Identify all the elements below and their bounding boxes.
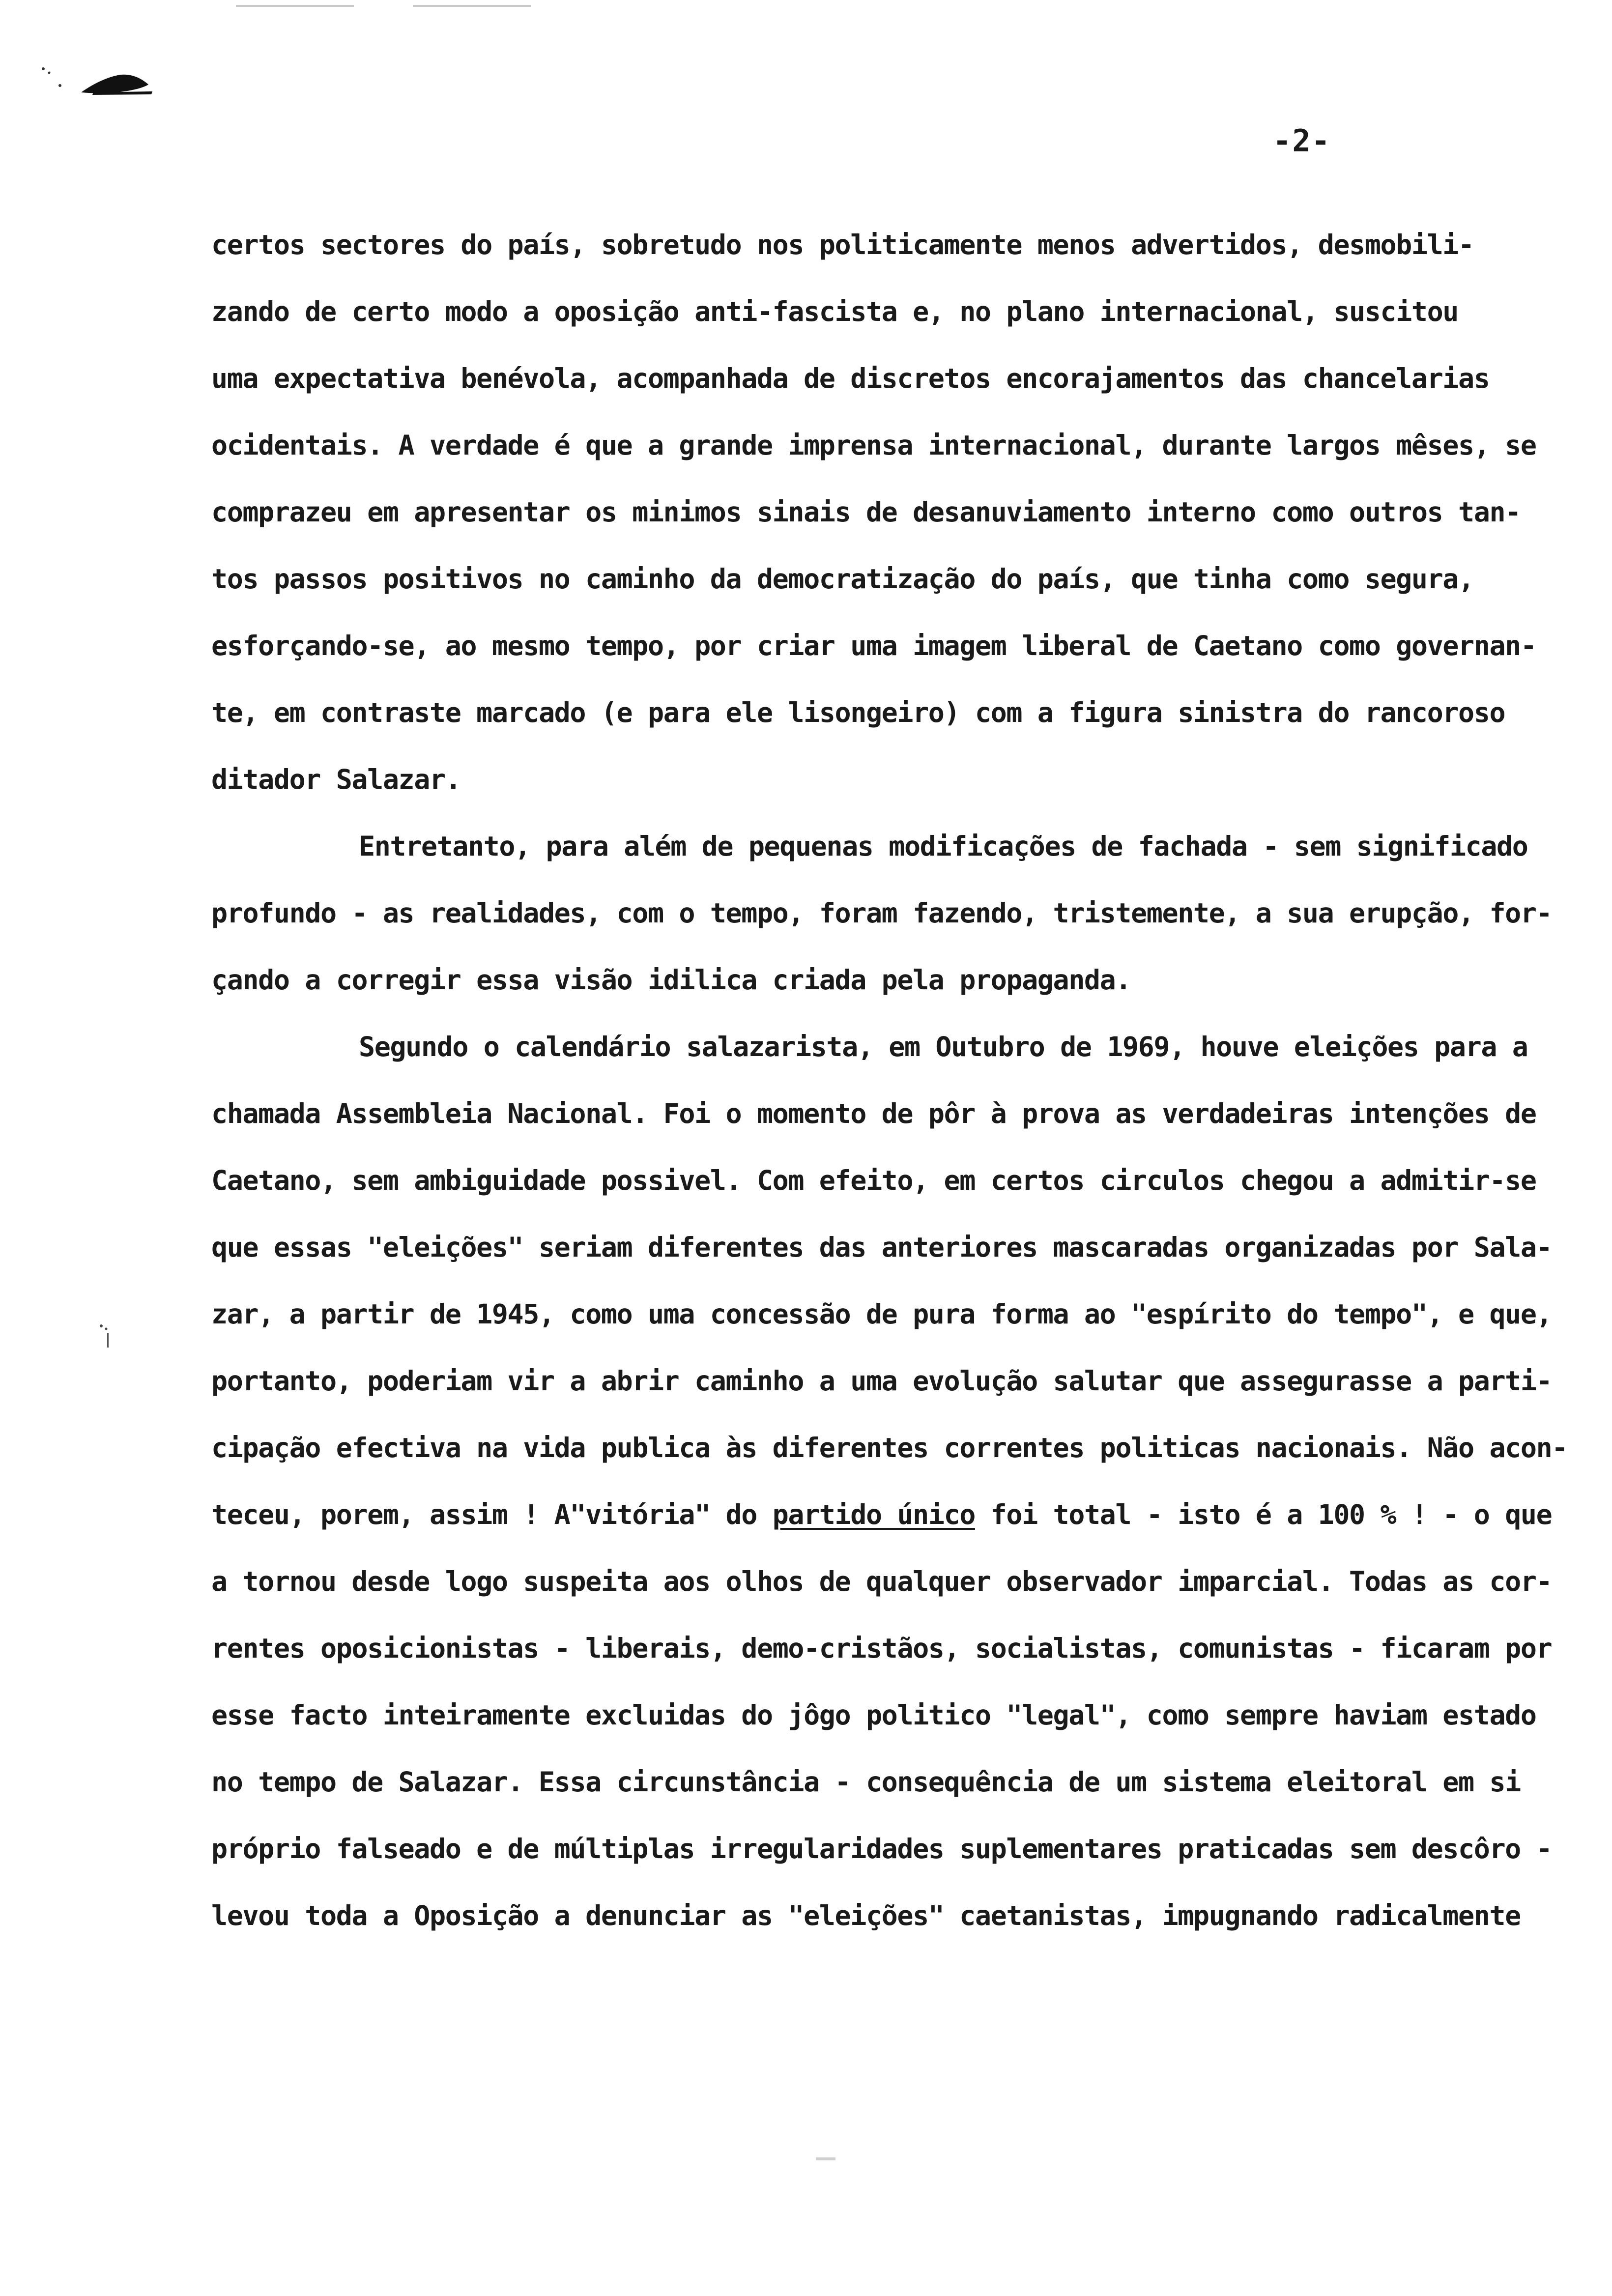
text-line: a tornou desde logo suspeita aos olhos de qualquer observador imparcial. Todas as cor- [211, 1566, 1552, 1597]
text-line: levou toda a Oposição a denunciar as "eleições" caetanistas, impugnando radicalmente [211, 1900, 1521, 1931]
margin-mark [98, 1322, 113, 1351]
text-line: comprazeu em apresentar os minimos sinais de desanuviamento interno como outros tan- [211, 496, 1521, 528]
text-line: zar, a partir de 1945, como uma concessão de pura forma ao "espírito do tempo", e que, [211, 1298, 1552, 1330]
text-line: zando de certo modo a oposição anti-fascista e, no plano internacional, suscitou [211, 296, 1459, 327]
text-line: cipação efectiva na vida publica às diferentes correntes politicas nacionais. Não acon- [211, 1432, 1568, 1464]
text-line: Entretanto, para além de pequenas modificações de fachada - sem significado [359, 831, 1528, 862]
paragraph-1 [211, 211, 1536, 813]
text-line: próprio falseado e de múltiplas irregularidades suplementares praticadas sem descôro - [211, 1833, 1552, 1865]
text-line: que essas "eleições" seriam diferentes das anteriores mascaradas organizadas por Sala- [211, 1232, 1552, 1263]
text-segment: teceu, porem, assim ! A"vitória" do [211, 1499, 773, 1530]
text-line: ditador Salazar. [211, 764, 461, 795]
text-line: certos sectores do país, sobretudo nos politicamente menos advertidos, desmobili- [211, 229, 1474, 260]
text-line: no tempo de Salazar. Essa circunstância - consequência de um sistema eleitoral em si [211, 1766, 1521, 1798]
body-text [211, 211, 1568, 1949]
paragraph-2 [211, 813, 1552, 1013]
scan-edge-mark [816, 2157, 835, 2160]
paragraph-3 [211, 1013, 1568, 1949]
underlined-term: partido único [772, 1499, 975, 1530]
text-line: chamada Assembleia Nacional. Foi o momento de pôr à prova as verdadeiras intenções de [211, 1098, 1536, 1129]
text-line: te, em contraste marcado (e para ele lisongeiro) com a figura sinistra do rancoroso [211, 697, 1505, 728]
text-line: Caetano, sem ambiguidade possivel. Com efeito, em certos circulos chegou a admitir-se [211, 1165, 1536, 1196]
text-segment: foi total - isto é a 100 % ! - o que [975, 1499, 1552, 1530]
page-number: -2- [1273, 123, 1331, 159]
scan-edge-mark [236, 5, 354, 7]
text-line-with-underline [211, 1481, 1552, 1548]
scan-blot-icon [34, 64, 162, 98]
text-line: uma expectativa benévola, acompanhada de discretos encorajamentos das chancelarias [211, 363, 1490, 394]
text-line: portanto, poderiam vir a abrir caminho a uma evolução salutar que assegurasse a parti- [211, 1365, 1552, 1397]
text-line: çando a corregir essa visão idilica criada pela propaganda. [211, 964, 1131, 996]
text-line: esforçando-se, ao mesmo tempo, por criar uma imagem liberal de Caetano como governan- [211, 630, 1536, 661]
text-line: ocidentais. A verdade é que a grande imprensa internacional, durante largos mêses, se [211, 430, 1536, 461]
text-line: Segundo o calendário salazarista, em Outubro de 1969, houve eleições para a [359, 1031, 1528, 1062]
text-line: profundo - as realidades, com o tempo, foram fazendo, tristemente, a sua erupção, for- [211, 897, 1552, 929]
scan-edge-mark [413, 5, 531, 7]
text-line: rentes oposicionistas - liberais, demo-cristãos, socialistas, comunistas - ficaram por [211, 1633, 1552, 1664]
text-line: tos passos positivos no caminho da democratização do país, que tinha como segura, [211, 563, 1474, 595]
text-line: esse facto inteiramente excluidas do jôgo politico "legal", como sempre haviam estado [211, 1699, 1536, 1731]
